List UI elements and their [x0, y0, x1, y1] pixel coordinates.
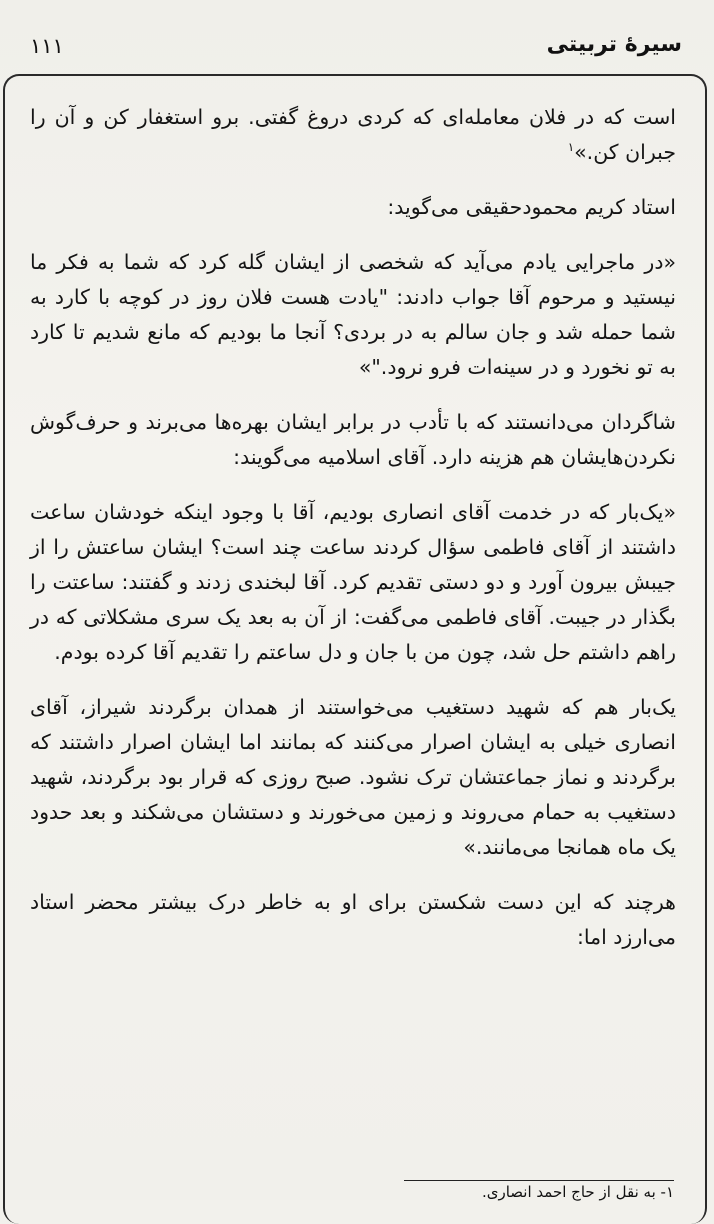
quote-paragraph-3: یک‌بار هم که شهید دستغیب می‌خواستند از همدان برگردند شیراز، آقای انصاری خیلی به ایشان اصرار می‌کنند که بمانند اما ایشان اصرار داشتند که برگردند و نماز جماعتشان ترک نشود. صبح روزی که قرار بود برگردند، شهید دستغیب به حمام می‌روند و زمین می‌خورند و دستشان می‌شکند و بعد حدود یک ماه همانجا می‌مانند.» [30, 695, 676, 859]
paragraph-2: استاد کریم محمودحقیقی می‌گوید: [387, 195, 676, 219]
paragraph-4: هرچند که این دست شکستن برای او به خاطر درک بیشتر محضر استاد می‌ارزد اما: [30, 890, 676, 949]
paragraph-3: شاگردان می‌دانستند که با تأدب در برابر ایشان بهره‌ها می‌برند و حرف‌گوش نکردن‌هایشان هم هزینه دارد. آقای اسلامیه می‌گویند: [30, 410, 676, 469]
page-header [30, 32, 682, 72]
footnote-divider [404, 1180, 674, 1181]
quote-paragraph-1: «در ماجرایی یادم می‌آید که شخصی از ایشان گله کرد که شما به فکر ما نیستید و مرحوم آقا جواب دادند: "یادت هست فلان روز در کوچه با کارد به شما حمله شد و جان سالم به در بردی؟ آنجا ما بودیم که مانع شدیم تا کارد به تو نخورد و در سینه‌ات فرو نرود."» [30, 250, 676, 379]
quote-paragraph-2: «یک‌بار که در خدمت آقای انصاری بودیم، آقا با وجود اینکه خودشان ساعت داشتند از آقای فاطمی سؤال کردند ساعت چند است؟ ایشان ساعتش را از جیبش بیرون آورد و دو دستی تقدیم کرد. آقا لبخندی زدند و گفتند: ساعتت را بگذار در جیبت. آقای فاطمی می‌گفت: از آن به بعد یک سری مشکلاتی که در راهم داشتم حل شد، چون من با جان و دل ساعتم را تقدیم آقا کرده بودم. [30, 500, 676, 664]
main-text [30, 100, 676, 975]
footnote-reference: ۱ [567, 140, 575, 155]
paragraph-1 [30, 100, 676, 170]
page-number: ۱۱۱ [30, 34, 64, 58]
footnote-1: ۱- به نقل از حاج احمد انصاری. [481, 1183, 674, 1201]
paragraph-1-text: است که در فلان معامله‌ای که کردی دروغ گفتی. برو استغفار کن و آن را جبران کن.» [30, 105, 676, 164]
running-title: سیرهٔ تربیتی [546, 32, 682, 57]
